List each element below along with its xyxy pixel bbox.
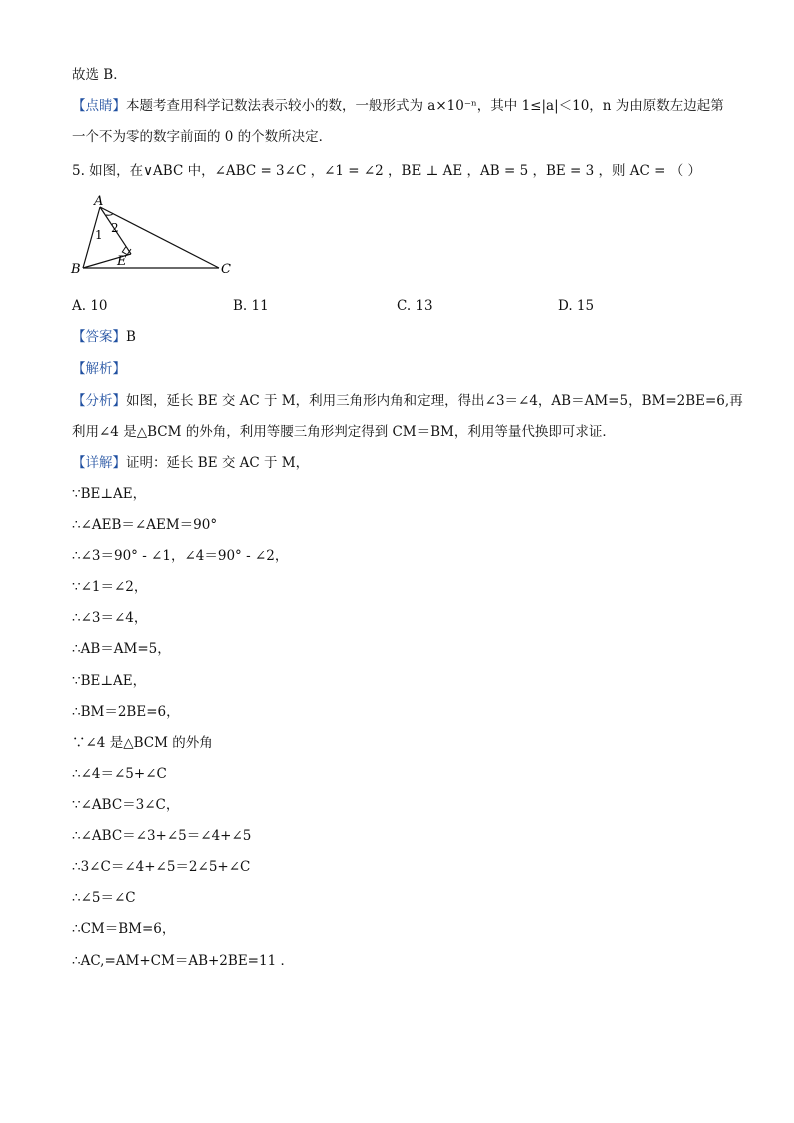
fenxi-line-2: 利用∠4 是△BCM 的外角，利用等腰三角形判定得到 CM＝BM，利用等量代换即可求证． [72, 424, 616, 440]
label-b: B [71, 262, 81, 277]
proof-step: ∴∠3＝∠4， [72, 610, 148, 626]
xiangjie-tag: 【详解】 [72, 455, 126, 471]
proof-step: ∴CM＝BM=6， [72, 921, 176, 937]
label-a: A [94, 194, 104, 209]
proof-step: ∴3∠C＝∠4+∠5＝2∠5+∠C [72, 859, 251, 875]
proof-step: ∴∠3＝90° - ∠1，∠4＝90° - ∠2， [72, 548, 289, 564]
proof-step: ∵∠4 是△BCM 的外角 [72, 735, 213, 751]
label-two: 2 [111, 221, 119, 235]
label-one: 1 [95, 228, 103, 242]
choice-d[interactable]: D. 15 [558, 298, 595, 314]
proof-step: ∵∠ABC＝3∠C， [72, 797, 180, 813]
choice-a[interactable]: A. 10 [72, 298, 108, 314]
xiangjie-line [72, 454, 309, 472]
proof-step: ∴∠4＝∠5+∠C [72, 766, 167, 782]
proof-step: ∵BE⊥AE， [72, 673, 147, 689]
dianjing-tag: 【点睛】 [72, 98, 126, 114]
proof-step: ∵BE⊥AE， [72, 486, 147, 502]
proof-step: ∴AB＝AM=5， [72, 641, 171, 657]
answer-tag: 【答案】 [72, 329, 126, 345]
label-c: C [221, 262, 231, 277]
fenxi-text-1: 如图，延长 BE 交 AC 于 M，利用三角形内角和定理，得出∠3＝∠4，AB＝AM=5，BM=2BE=6,再 [126, 393, 743, 409]
question-text: 5. 如图，在∨ABC 中，∠ABC = 3∠C ，∠1 = ∠2 ，BE ⊥ AE ，AB = 5 ，BE = 3 ，则 AC = （ ） [72, 163, 702, 179]
fenxi-line-1 [72, 392, 743, 410]
xiangjie-intro: 证明：延长 BE 交 AC 于 M， [126, 455, 310, 471]
choice-c[interactable]: C. 13 [397, 298, 433, 314]
proof-step: ∴∠ABC＝∠3+∠5＝∠4+∠5 [72, 828, 252, 844]
label-e: E [117, 254, 127, 269]
choice-b[interactable]: B. 11 [233, 298, 269, 314]
proof-step: ∵∠1＝∠2， [72, 579, 148, 595]
proof-step: ∴AC,=AM+CM＝AB+2BE=11 ． [72, 953, 294, 969]
intro-line: 故选 B． [72, 67, 127, 83]
proof-step: ∴BM＝2BE=6， [72, 704, 180, 720]
proof-step: ∴∠5＝∠C [72, 890, 136, 906]
dianjing-text: 本题考查用科学记数法表示较小的数，一般形式为 a×10⁻ⁿ，其中 1≤|a|＜10，n 为由原数左边起第 [126, 98, 724, 114]
fenxi-tag: 【分析】 [72, 393, 126, 409]
triangle-figure [66, 190, 246, 280]
dianjing-line-2: 一个不为零的数字前面的 0 的个数所决定． [72, 129, 333, 145]
proof-step: ∴∠AEB＝∠AEM＝90° [72, 517, 218, 533]
analysis-tag: 【解析】 [72, 361, 126, 377]
answer-value: B [126, 329, 136, 345]
answer-line [72, 328, 136, 346]
dianjing-line-1 [72, 97, 724, 115]
